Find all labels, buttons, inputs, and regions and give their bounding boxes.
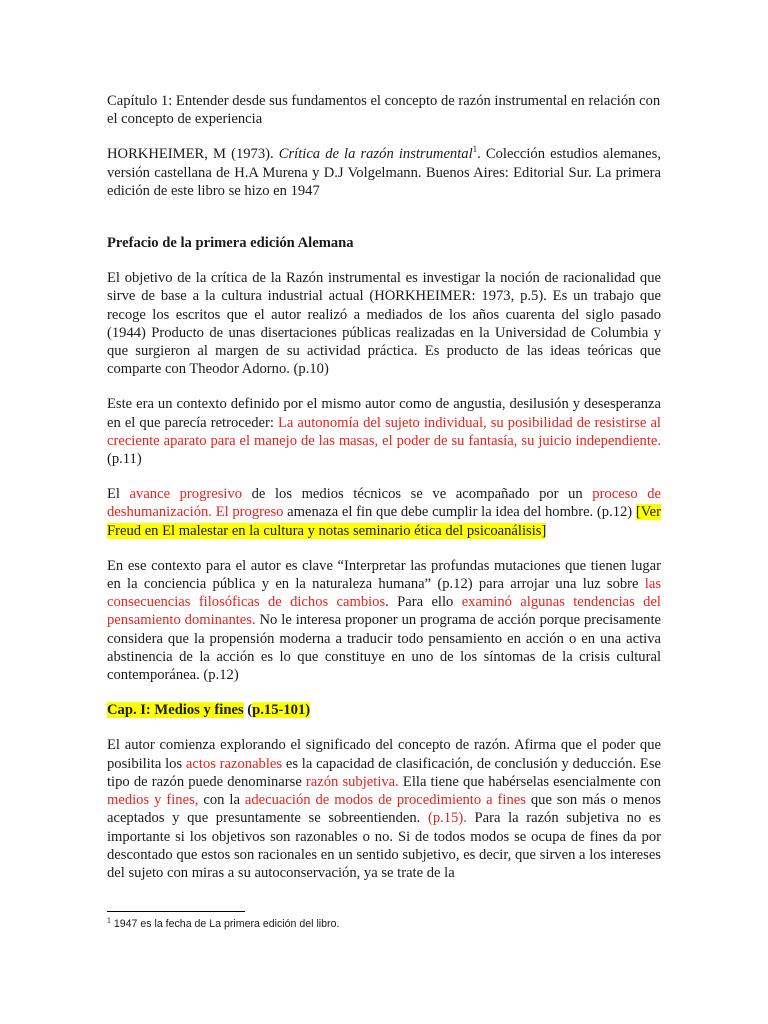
paragraph-1: El objetivo de la crítica de la Razón instrumental es investigar la noción de racionalidad que sirve de base a la cultura industrial actual (HORKHEIMER: 1973, p.5). Es un trabajo que recoge los escritos que el autor realizó a mediados de los años cuarenta del siglo pasado (1944) Producto de unas disertaciones públicas realizadas en la Universidad de Columbia y que surgieron al margen de su actividad práctica. Es producto de las ideas teóricas que comparte con Theodor Adorno. (p.10) bbox=[107, 270, 661, 378]
cap-heading: Cap. I: Medios y fines (p.15-101) bbox=[107, 702, 311, 719]
citation-title: Crítica de la razón instrumental bbox=[278, 146, 473, 163]
red-annotation: El progreso bbox=[215, 504, 284, 521]
red-annotation: adecuación de modos de procedimiento a fines bbox=[244, 792, 526, 809]
footnote-text: 1947 es la fecha de La primera edición del libro. bbox=[110, 918, 340, 930]
red-annotation: medios y fines, bbox=[107, 792, 199, 809]
red-annotation: La autonomía del sujeto individual, su posibilidad de resistirse al creciente aparato para el manejo de las masas, el poder de su fantasía, su juicio independiente. bbox=[107, 414, 661, 449]
footnote-mark: 1 bbox=[107, 917, 111, 925]
footnote bbox=[107, 917, 339, 931]
chapter-heading: Capítulo 1: Entender desde sus fundamentos el concepto de razón instrumental en relación con el concepto de experiencia bbox=[107, 93, 661, 128]
red-annotation: razón subjetiva. bbox=[305, 773, 399, 790]
red-annotation: actos razonables bbox=[185, 755, 283, 772]
red-annotation: examinó algunas tendencias del pensamiento dominantes. bbox=[107, 594, 661, 629]
footnote-separator bbox=[107, 911, 245, 912]
citation-author: HORKHEIMER, M (1973). bbox=[107, 146, 279, 163]
paragraph-5: El autor comienza explorando el significado del concepto de razón. Afirma que el poder que posibilita los actos razonables es la capacidad de clasificación, de conclusión y deducción. Ese tipo de razón puede denominarse razón subjetiva. Ella tiene que habérselas esencialmente con medios y fines, con la adecuación de modos de procedimiento a fines que son más o menos aceptados y que presuntamente se sobreentienden. (p.15). Para la razón subjetiva no es importante si los objetivos son razonables o no. Si de todos modos se ocupa de fines da por descontado que estos son racionales en un sentido subjetivo, es decir, que sirven a los intereses del sujeto con miras a su autoconservación, ya se trate de la bbox=[107, 737, 661, 881]
citation-details: . Colección estudios alemanes, versión castellana de H.A Murena y D.J Volgelmann. Buenos Aires: Editorial Sur. La primera edición de este libro se hizo en 1947 bbox=[107, 146, 661, 199]
red-annotation: (p.15). bbox=[427, 810, 467, 827]
section-heading: Prefacio de la primera edición Alemana bbox=[107, 235, 354, 252]
cap-pages-highlight: p.15-101) bbox=[252, 702, 311, 719]
red-annotation: las consecuencias filosóficas de dichos cambios bbox=[107, 576, 661, 611]
red-annotation: avance progresivo bbox=[129, 486, 243, 503]
red-annotation: proceso de deshumanización. bbox=[107, 486, 661, 521]
paragraph-2: Este era un contexto definido por el mismo autor como de angustia, desilusión y desesperanza en el que parecía retroceder: La autonomía del sujeto individual, su posibilidad de resistirse al creciente aparato para el manejo de las masas, el poder de su fantasía, su juicio independiente. (p.11) bbox=[107, 396, 661, 468]
citation bbox=[107, 145, 661, 200]
cap-title-highlight: Cap. I: Medios y fines bbox=[107, 702, 244, 719]
highlighted-note: [Ver Freud en El malestar en la cultura y notas seminario ética del psicoanálisis] bbox=[107, 504, 662, 539]
paragraph-3: El avance progresivo de los medios técnicos se ve acompañado por un proceso de deshumanización. El progreso amenaza el fin que debe cumplir la idea del hombre. (p.12) [Ver Freud en El malestar en la cultura y notas seminario ética del psicoanálisis] bbox=[107, 486, 662, 539]
footnote-ref[interactable]: 1 bbox=[472, 144, 478, 155]
paragraph-4: En ese contexto para el autor es clave “Interpretar las profundas mutaciones que tienen lugar en la conciencia pública y en la naturaleza humana” (p.12) para arrojar una luz sobre las consecuencias filosóficas de dichos cambios. Para ello examinó algunas tendencias del pensamiento dominantes. No le interesa proponer un programa de acción porque precisamente considera que la propensión moderna a traducir todo pensamiento en acción o en una activa abstinencia de la acción es lo que constituye en uno de los síntomas de la crisis cultural contemporánea. (p.12) bbox=[107, 557, 661, 684]
